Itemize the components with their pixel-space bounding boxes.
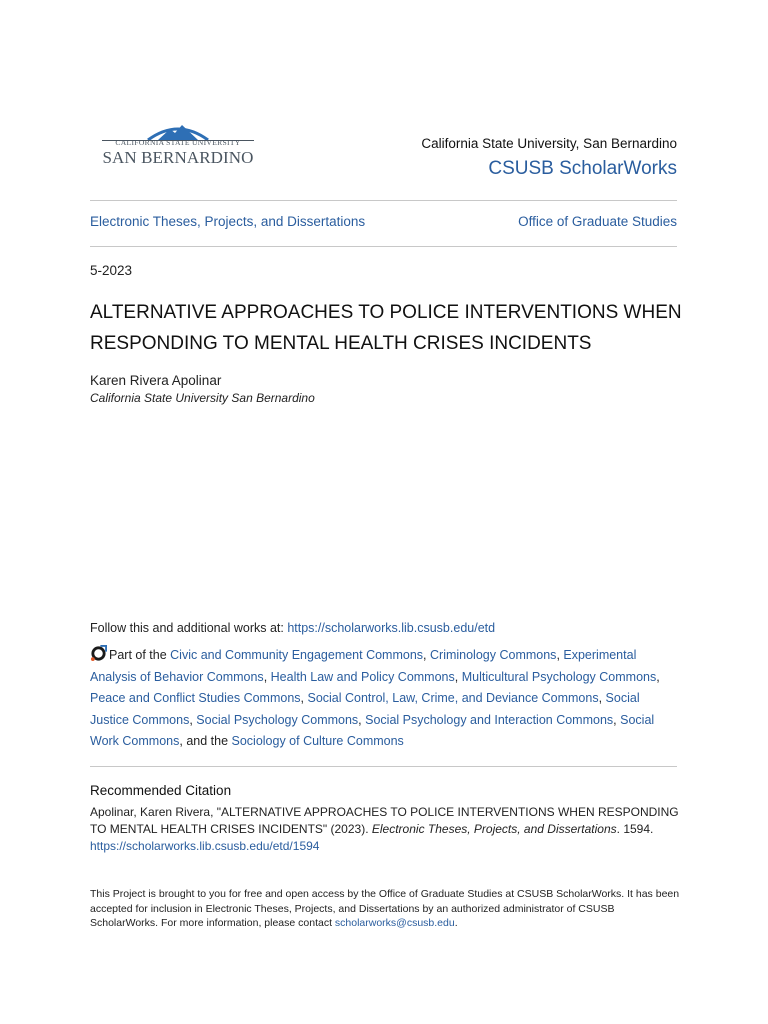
commons-link[interactable]: Social Psychology and Interaction Commons <box>365 712 614 727</box>
commons-link[interactable]: Social Justice Commons <box>90 691 640 727</box>
title-line: RESPONDING TO MENTAL HEALTH CRISES INCIDENTS <box>90 333 592 354</box>
commons-link[interactable]: Social Psychology Commons <box>196 712 359 727</box>
commons-separator: , <box>263 669 271 684</box>
commons-separator: , <box>556 648 564 662</box>
notice-end: . <box>454 917 458 929</box>
commons-separator: , <box>189 712 197 727</box>
commons-separator: , <box>423 648 430 662</box>
divider <box>90 766 677 767</box>
follow-line <box>90 621 495 635</box>
office-link[interactable]: Office of Graduate Studies <box>518 214 677 229</box>
author-name: Karen Rivera Apolinar <box>90 373 222 388</box>
citation-text: Apolinar, Karen Rivera, "ALTERNATIVE APPROACHES TO POLICE INTERVENTIONS WHEN RESPONDING TO MENTAL HEALTH CRISES INCIDENTS" (2023). <box>90 805 679 836</box>
commons-link[interactable]: Multicultural Psychology Commons <box>461 669 657 684</box>
citation-heading: Recommended Citation <box>90 783 232 798</box>
title-line: ALTERNATIVE APPROACHES TO POLICE INTERVENTIONS WHEN <box>90 302 682 323</box>
commons-separator: , <box>358 712 366 727</box>
commons-link[interactable]: Social Work Commons <box>90 712 655 748</box>
citation-number: . 1594. <box>616 822 654 836</box>
divider <box>90 200 677 201</box>
csusb-logo <box>102 120 254 170</box>
commons-list <box>90 648 660 748</box>
citation-url-link[interactable]: https://scholarworks.lib.csusb.edu/etd/1594 <box>90 839 320 853</box>
commons-link[interactable]: Health Law and Policy Commons <box>270 669 455 684</box>
collection-url-link[interactable]: https://scholarworks.lib.csusb.edu/etd <box>287 621 496 635</box>
commons-separator: , <box>598 691 606 705</box>
citation-series: Electronic Theses, Projects, and Dissertations <box>371 822 617 836</box>
follow-text: Follow this and additional works at: <box>90 621 288 635</box>
commons-link[interactable]: Civic and Community Engagement Commons <box>170 648 424 662</box>
logo-university-name: CALIFORNIA STATE UNIVERSITY <box>115 138 241 147</box>
commons-separator: , and the <box>179 734 232 748</box>
repository-link[interactable]: CSUSB ScholarWorks <box>488 158 677 179</box>
publication-date: 5-2023 <box>90 263 133 278</box>
commons-separator: , <box>613 712 621 727</box>
commons-link[interactable]: Social Control, Law, Crime, and Deviance Commons <box>307 691 599 705</box>
citation-body <box>90 804 680 855</box>
commons-link[interactable]: Peace and Conflict Studies Commons <box>90 691 301 705</box>
collection-link[interactable]: Electronic Theses, Projects, and Dissertations <box>90 214 366 229</box>
logo-campus-name: SAN BERNARDINO <box>102 148 254 167</box>
contact-email-link[interactable]: scholarworks@csusb.edu <box>334 917 455 929</box>
network-commons-icon <box>90 645 107 662</box>
commons-link[interactable]: Criminology Commons <box>430 648 557 662</box>
commons-separator: , <box>656 669 660 684</box>
part-of-commons <box>90 645 680 753</box>
commons-link[interactable]: Sociology of Culture Commons <box>231 734 404 748</box>
document-title <box>90 297 690 359</box>
notice-text: This Project is brought to you for free and open access by the Office of Graduate Studies at CSUSB ScholarWorks. It has been accepted for inclusion in Electronic Theses, Projects, and Dissertations by an authorized administrator of CSUSB ScholarWorks. For more information, please contact <box>90 888 680 929</box>
author-affiliation: California State University San Bernardino <box>90 391 315 405</box>
commons-separator: , <box>300 691 308 705</box>
commons-separator: , <box>454 669 462 684</box>
institution-name: California State University, San Bernardino <box>421 136 677 151</box>
divider <box>90 246 677 247</box>
commons-link[interactable]: Experimental Analysis of Behavior Commons <box>90 648 637 684</box>
access-notice <box>90 887 680 931</box>
part-of-prefix: Part of the <box>109 648 171 662</box>
